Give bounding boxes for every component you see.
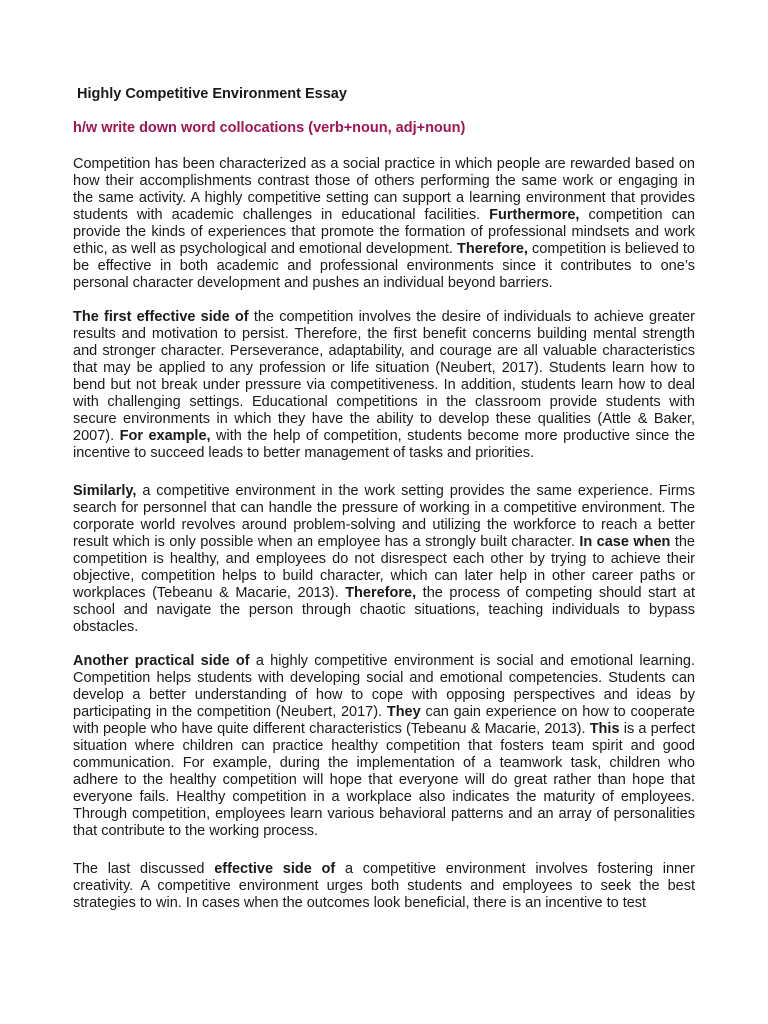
paragraph-introduction [73,156,695,292]
homework-instruction: h/w write down word collocations (verb+noun, adj+noun) [73,120,466,136]
text-run: The last discussed [73,861,215,877]
text-run: competition is believed to be effective in both academic and professional environments since it contributes to one’s personal character development and pushes an individual beyond barriers. [73,241,695,291]
paragraph-work-setting [73,483,695,636]
bold-phrase: This [589,721,620,737]
text-run: a highly competitive environment is social and emotional learning. Competition helps students with developing social and emotional competencies. Students can develop a better understanding of how to cope with opposing perspectives and ideas by participating in the competition (Neubert, 2017). [73,653,696,720]
text-run: the process of competing should start at school and navigate the person through chaotic situations, teaching individuals to bypass obstacles. [73,585,695,635]
text-run: is a perfect situation where children can practice healthy competition that fosters team spirit and good communication. For example, during the implementation of a teamwork task, children who adhere to the healthy competition will hope that everyone will do great rather than hope that everyone fails. Healthy competition in a workplace also indicates the maturity of employees. Through competition, employees learn various behavioral patterns and an array of personalities that contribute to the working process. [73,721,695,839]
text-run: a competitive environment in the work setting provides the same experience. Firms search for personnel that can handle the pressure of working in a competitive environment. The corporate world revolves around problem-solving and utilizing the workforce to reach a better result which is only possible when an employee has a strongly built character. [73,483,695,550]
bold-phrase: They [386,704,421,720]
bold-phrase: Similarly, [73,483,137,499]
bold-phrase: For example, [119,428,211,444]
bold-phrase: Another practical side of [73,653,250,669]
text-run: the competition involves the desire of individuals to achieve greater results and motivation to persist. Therefore, the first benefit concerns building mental strength and stronger character. Perseverance, adaptability, and courage are all valuable characteristics that may be applied to any profession or life situation (Neubert, 2017). Students learn how to bend but not break under pressure via competitiveness. In addition, students learn how to deal with challenging settings. Educational competitions in the classroom provide students with secure environments in which they have the ability to develop these qualities (Attle & Baker, 2007). [73,309,695,444]
paragraph-first-effective-side [73,309,695,462]
bold-phrase: effective side of [214,861,336,877]
text-run: with the help of competition, students become more productive since the incentive to succeed leads to better management of tasks and priorities. [73,428,695,461]
text-run: Competition has been characterized as a social practice in which people are rewarded based on how their accomplishments contrast those of others performing the same work or engaging in the same activity. A highly competitive setting can support a learning environment that provides students with academic challenges in educational facilities. [73,156,695,223]
document-title: Highly Competitive Environment Essay [77,86,347,102]
bold-phrase: Therefore, [457,241,528,257]
text-run: can gain experience on how to cooperate with people who have quite different characteristics (Tebeanu & Macarie, 2013). [73,704,695,737]
text-run: competition can provide the kinds of experiences that promote the formation of professional mindsets and work ethic, as well as psychological and emotional development. [73,207,695,257]
paragraph-inner-creativity [73,861,695,912]
text-run: a competitive environment involves fostering inner creativity. A competitive environment urges both students and employees to seek the best strategies to win. In cases when the outcomes look beneficial, there is an incentive to test [73,861,696,911]
bold-phrase: The first effective side of [73,309,249,325]
bold-phrase: Furthermore, [489,207,580,223]
bold-phrase: In case when [579,534,671,550]
paragraph-social-emotional-learning [73,653,695,840]
bold-phrase: Therefore, [345,585,417,601]
text-run: the competition is healthy, and employees do not disrespect each other by trying to achieve their objective, competition helps to build character, which can later help in other career paths or workplaces (Tebeanu & Macarie, 2013). [73,534,695,601]
